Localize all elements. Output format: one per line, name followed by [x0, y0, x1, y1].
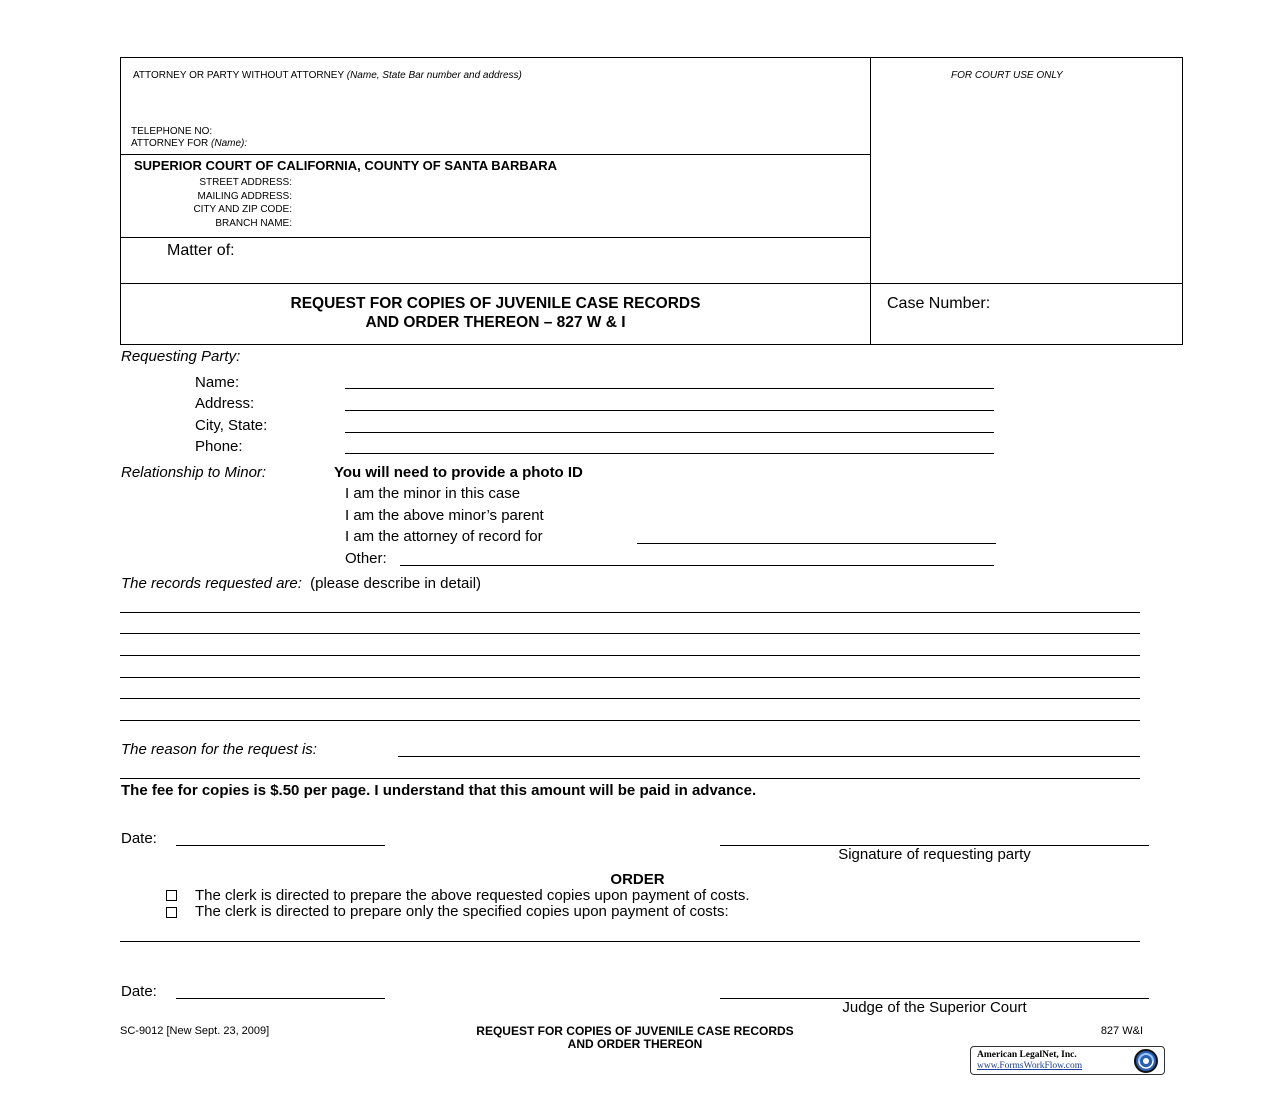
street-address-label: STREET ADDRESS:	[199, 177, 292, 188]
vendor-logo[interactable]	[970, 1046, 1165, 1075]
specified-copies-field[interactable]	[120, 941, 1140, 942]
order-heading: ORDER	[610, 871, 665, 888]
judge-date-field[interactable]	[176, 998, 385, 999]
address-label: Address:	[195, 395, 255, 412]
globe-icon	[1129, 1048, 1163, 1074]
footer-title-line2: AND ORDER THEREON	[567, 1037, 703, 1051]
records-requested-label: The records requested are: (please describe in detail)	[121, 575, 482, 592]
signature-label: Signature of requesting party	[838, 846, 1031, 863]
divider	[121, 237, 870, 238]
relationship-option-parent[interactable]: I am the above minor’s parent	[345, 507, 544, 524]
divider	[121, 154, 870, 155]
attorney-label: ATTORNEY OR PARTY WITHOUT ATTORNEY (Name, State Bar number and address)	[133, 70, 522, 81]
relationship-option-minor[interactable]: I am the minor in this case	[345, 485, 521, 502]
fee-statement: The fee for copies is $.50 per page. I understand that this amount will be paid in advance.	[121, 782, 757, 799]
phone-label: Phone:	[195, 438, 243, 455]
form-title-line1: REQUEST FOR COPIES OF JUVENILE CASE RECORDS	[290, 295, 701, 312]
records-line[interactable]	[120, 720, 1140, 721]
date-field[interactable]	[176, 845, 385, 846]
reason-field-line2[interactable]	[120, 778, 1140, 779]
judge-label: Judge of the Superior Court	[842, 999, 1027, 1016]
court-name: SUPERIOR COURT OF CALIFORNIA, COUNTY OF SANTA BARBARA	[134, 158, 557, 173]
branch-name-label: BRANCH NAME:	[215, 218, 292, 229]
mailing-address-label: MAILING ADDRESS:	[197, 191, 292, 202]
court-use-label: FOR COURT USE ONLY	[951, 70, 1063, 81]
name-label: Name:	[195, 374, 240, 391]
telephone-label: TELEPHONE NO:	[131, 126, 213, 137]
relationship-option-other[interactable]: Other:	[345, 550, 387, 567]
records-line[interactable]	[120, 677, 1140, 678]
records-line[interactable]	[120, 698, 1140, 699]
phone-field[interactable]	[345, 453, 994, 454]
order-checkbox-all[interactable]	[166, 890, 177, 901]
order-option-specified: The clerk is directed to prepare only the specified copies upon payment of costs:	[195, 903, 729, 920]
case-number-label: Case Number:	[887, 295, 991, 312]
records-line[interactable]	[120, 612, 1140, 613]
statute-code: 827 W&I	[1100, 1025, 1143, 1037]
other-relationship-field[interactable]	[400, 565, 994, 566]
address-field[interactable]	[345, 410, 994, 411]
relationship-label: Relationship to Minor:	[121, 464, 267, 481]
attorney-for-label: ATTORNEY FOR (Name):	[131, 138, 248, 149]
footer-title-line1: REQUEST FOR COPIES OF JUVENILE CASE RECORDS	[476, 1024, 794, 1038]
order-option-all: The clerk is directed to prepare the above requested copies upon payment of costs.	[195, 887, 750, 904]
matter-of-label: Matter of:	[167, 242, 235, 259]
order-checkbox-specified[interactable]	[166, 907, 177, 918]
caption-box	[120, 57, 1183, 345]
reason-label: The reason for the request is:	[121, 741, 317, 758]
form-id: SC-9012 [New Sept. 23, 2009]	[120, 1025, 270, 1037]
name-field[interactable]	[345, 388, 994, 389]
logo-url[interactable]: www.FormsWorkFlow.com	[977, 1061, 1083, 1071]
city-state-field[interactable]	[345, 432, 994, 433]
attorney-of-record-field[interactable]	[637, 543, 996, 544]
photo-id-note: You will need to provide a photo ID	[334, 464, 583, 481]
caption-divider	[870, 58, 871, 345]
logo-company: American LegalNet, Inc.	[977, 1050, 1077, 1060]
records-line[interactable]	[120, 633, 1140, 634]
form-title-line2: AND ORDER THEREON – 827 W & I	[365, 314, 626, 331]
requesting-party-heading: Requesting Party:	[121, 348, 241, 365]
records-line[interactable]	[120, 655, 1140, 656]
city-state-label: City, State:	[195, 417, 268, 434]
city-zip-label: CITY AND ZIP CODE:	[193, 204, 292, 215]
date-label: Date:	[121, 830, 157, 847]
judge-date-label: Date:	[121, 983, 157, 1000]
reason-field[interactable]	[398, 756, 1140, 757]
divider	[121, 283, 1183, 284]
relationship-option-attorney[interactable]: I am the attorney of record for	[345, 528, 543, 545]
